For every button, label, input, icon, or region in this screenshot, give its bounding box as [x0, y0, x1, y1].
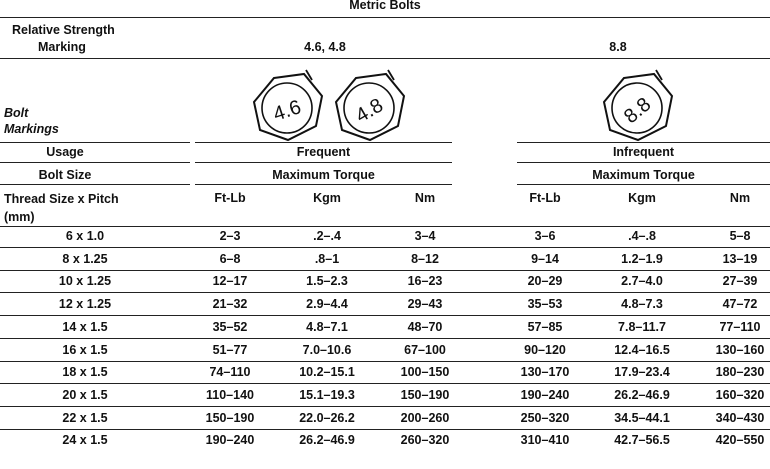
bolt-size-cell: 20 x 1.5 [62, 387, 108, 402]
torque-value-cell: 17.9–23.4 [614, 365, 670, 380]
relative-strength-label-line2: Marking [38, 40, 86, 54]
row-divider [0, 361, 770, 362]
row-divider [0, 292, 770, 293]
bolt-size-cell: 12 x 1.25 [58, 297, 112, 312]
group2-divider-usage [517, 142, 770, 143]
bolt-head-4-6-icon [250, 66, 328, 144]
torque-value-cell: 35–52 [212, 319, 248, 334]
torque-value-cell: 4.8–7.1 [306, 319, 348, 334]
row-divider [0, 247, 770, 248]
torque-label-group-2: Maximum Torque [592, 168, 695, 182]
torque-value-cell: 90–120 [524, 342, 566, 357]
torque-value-cell: 7.8–11.7 [618, 319, 666, 334]
thread-size-unit: (mm) [4, 210, 35, 224]
bolt-size-cell: 6 x 1.0 [65, 229, 105, 243]
bolt-size-cell: 14 x 1.5 [62, 319, 108, 334]
thread-size-label: Thread Size x Pitch [4, 192, 119, 206]
bolt-size-cell: 8 x 1.25 [62, 251, 108, 266]
group1-divider-columns [195, 184, 452, 185]
bolt-size-label: Bolt Size [38, 168, 92, 182]
left-divider-columns [0, 184, 190, 185]
torque-value-cell: 130–170 [520, 365, 570, 380]
torque-value-cell: 16–23 [407, 274, 443, 289]
torque-value-cell: 260–320 [400, 433, 450, 448]
torque-value-cell: 29–43 [407, 297, 443, 312]
torque-value-cell: 160–320 [715, 387, 765, 402]
bolt-markings-label-line2: Markings [4, 122, 59, 136]
bolt-mark-4-6: 4.6 [270, 96, 304, 126]
torque-value-cell: 26.2–46.9 [614, 387, 670, 402]
torque-value-cell: 2–3 [219, 229, 241, 243]
torque-value-cell: 9–14 [531, 251, 559, 266]
row-divider [0, 315, 770, 316]
torque-value-cell: 22.0–26.2 [299, 410, 355, 425]
group2-divider-columns [517, 184, 770, 185]
torque-value-cell: 3–6 [534, 229, 556, 243]
torque-value-cell: 5–8 [729, 229, 751, 243]
marking-divider [0, 58, 770, 59]
left-divider-size [0, 162, 190, 163]
torque-value-cell: 47–72 [722, 297, 758, 312]
column-header-ftlb-1: Ft-Lb [214, 191, 246, 205]
torque-value-cell: 35–53 [527, 297, 563, 312]
header-bottom-divider [0, 226, 770, 227]
torque-value-cell: 7.0–10.6 [302, 342, 352, 357]
bolt-mark-8-8: 8.8 [619, 93, 656, 129]
torque-value-cell: 8–12 [411, 251, 439, 266]
row-divider [0, 338, 770, 339]
bolt-head-4-8-icon [332, 66, 410, 144]
torque-value-cell: 13–19 [722, 251, 758, 266]
torque-value-cell: 340–430 [715, 410, 765, 425]
torque-value-cell: .2–.4 [313, 229, 341, 243]
torque-value-cell: 12.4–16.5 [614, 342, 670, 357]
table-title: Metric Bolts [349, 0, 421, 12]
torque-value-cell: 310–410 [520, 433, 570, 448]
bolt-mark-4-8: 4.8 [351, 94, 388, 128]
bolt-size-cell: 24 x 1.5 [62, 433, 108, 448]
torque-value-cell: 130–160 [715, 342, 765, 357]
torque-value-cell: 420–550 [715, 433, 765, 448]
torque-value-cell: .4–.8 [628, 229, 656, 243]
torque-value-cell: 3–4 [414, 229, 436, 243]
torque-value-cell: 1.2–1.9 [621, 251, 663, 266]
bolt-size-cell: 16 x 1.5 [62, 342, 108, 357]
torque-value-cell: 100–150 [400, 365, 450, 380]
title-divider [0, 17, 770, 18]
usage-group-2: Infrequent [612, 145, 675, 159]
torque-value-cell: 2.7–4.0 [621, 274, 663, 289]
usage-group-1: Frequent [296, 145, 351, 159]
torque-value-cell: 74–110 [209, 365, 251, 380]
torque-value-cell: 51–77 [212, 342, 248, 357]
torque-value-cell: 26.2–46.9 [299, 433, 355, 448]
torque-value-cell: 1.5–2.3 [306, 274, 348, 289]
row-divider [0, 406, 770, 407]
usage-label: Usage [46, 145, 84, 159]
torque-value-cell: 180–230 [715, 365, 765, 380]
torque-value-cell: 250–320 [520, 410, 570, 425]
torque-value-cell: 200–260 [400, 410, 450, 425]
marking-group-2: 8.8 [609, 40, 627, 54]
torque-value-cell: 34.5–44.1 [614, 410, 670, 425]
torque-value-cell: 57–85 [527, 319, 563, 334]
torque-value-cell: 190–240 [205, 433, 255, 448]
torque-value-cell: 4.8–7.3 [621, 297, 663, 312]
torque-value-cell: 20–29 [527, 274, 563, 289]
torque-value-cell: 67–100 [404, 342, 446, 357]
torque-value-cell: 21–32 [212, 297, 248, 312]
torque-value-cell: 110–140 [206, 387, 254, 402]
torque-value-cell: 15.1–19.3 [299, 387, 355, 402]
torque-value-cell: 190–240 [520, 387, 570, 402]
column-header-nm-1: Nm [414, 191, 436, 205]
row-divider [0, 270, 770, 271]
column-header-kgm-1: Kgm [313, 191, 341, 205]
torque-value-cell: 10.2–15.1 [299, 365, 355, 380]
torque-value-cell: 150–190 [205, 410, 255, 425]
torque-value-cell: 48–70 [407, 319, 443, 334]
bolt-size-cell: 22 x 1.5 [62, 410, 108, 425]
column-header-ftlb-2: Ft-Lb [529, 191, 561, 205]
row-divider [0, 383, 770, 384]
torque-value-cell: .8–1 [314, 251, 340, 266]
group2-divider-size [517, 162, 770, 163]
bolt-markings-label-line1: Bolt [4, 106, 29, 120]
torque-value-cell: 6–8 [219, 251, 241, 266]
torque-label-group-1: Maximum Torque [272, 168, 375, 182]
torque-value-cell: 2.9–4.4 [306, 297, 348, 312]
torque-value-cell: 12–17 [212, 274, 248, 289]
torque-value-cell: 77–110 [719, 319, 761, 334]
relative-strength-label-line1: Relative Strength [12, 23, 115, 37]
bolt-head-8-8-icon [600, 66, 678, 144]
torque-value-cell: 27–39 [722, 274, 758, 289]
row-divider [0, 429, 770, 430]
group1-divider-size [195, 162, 452, 163]
left-divider-usage [0, 142, 190, 143]
torque-value-cell: 42.7–56.5 [614, 433, 670, 448]
torque-value-cell: 150–190 [400, 387, 450, 402]
bolt-size-cell: 10 x 1.25 [58, 274, 112, 289]
column-header-kgm-2: Kgm [628, 191, 656, 205]
group1-divider-usage [195, 142, 452, 143]
bolt-size-cell: 18 x 1.5 [62, 365, 108, 380]
column-header-nm-2: Nm [729, 191, 751, 205]
marking-group-1: 4.6, 4.8 [304, 40, 346, 54]
